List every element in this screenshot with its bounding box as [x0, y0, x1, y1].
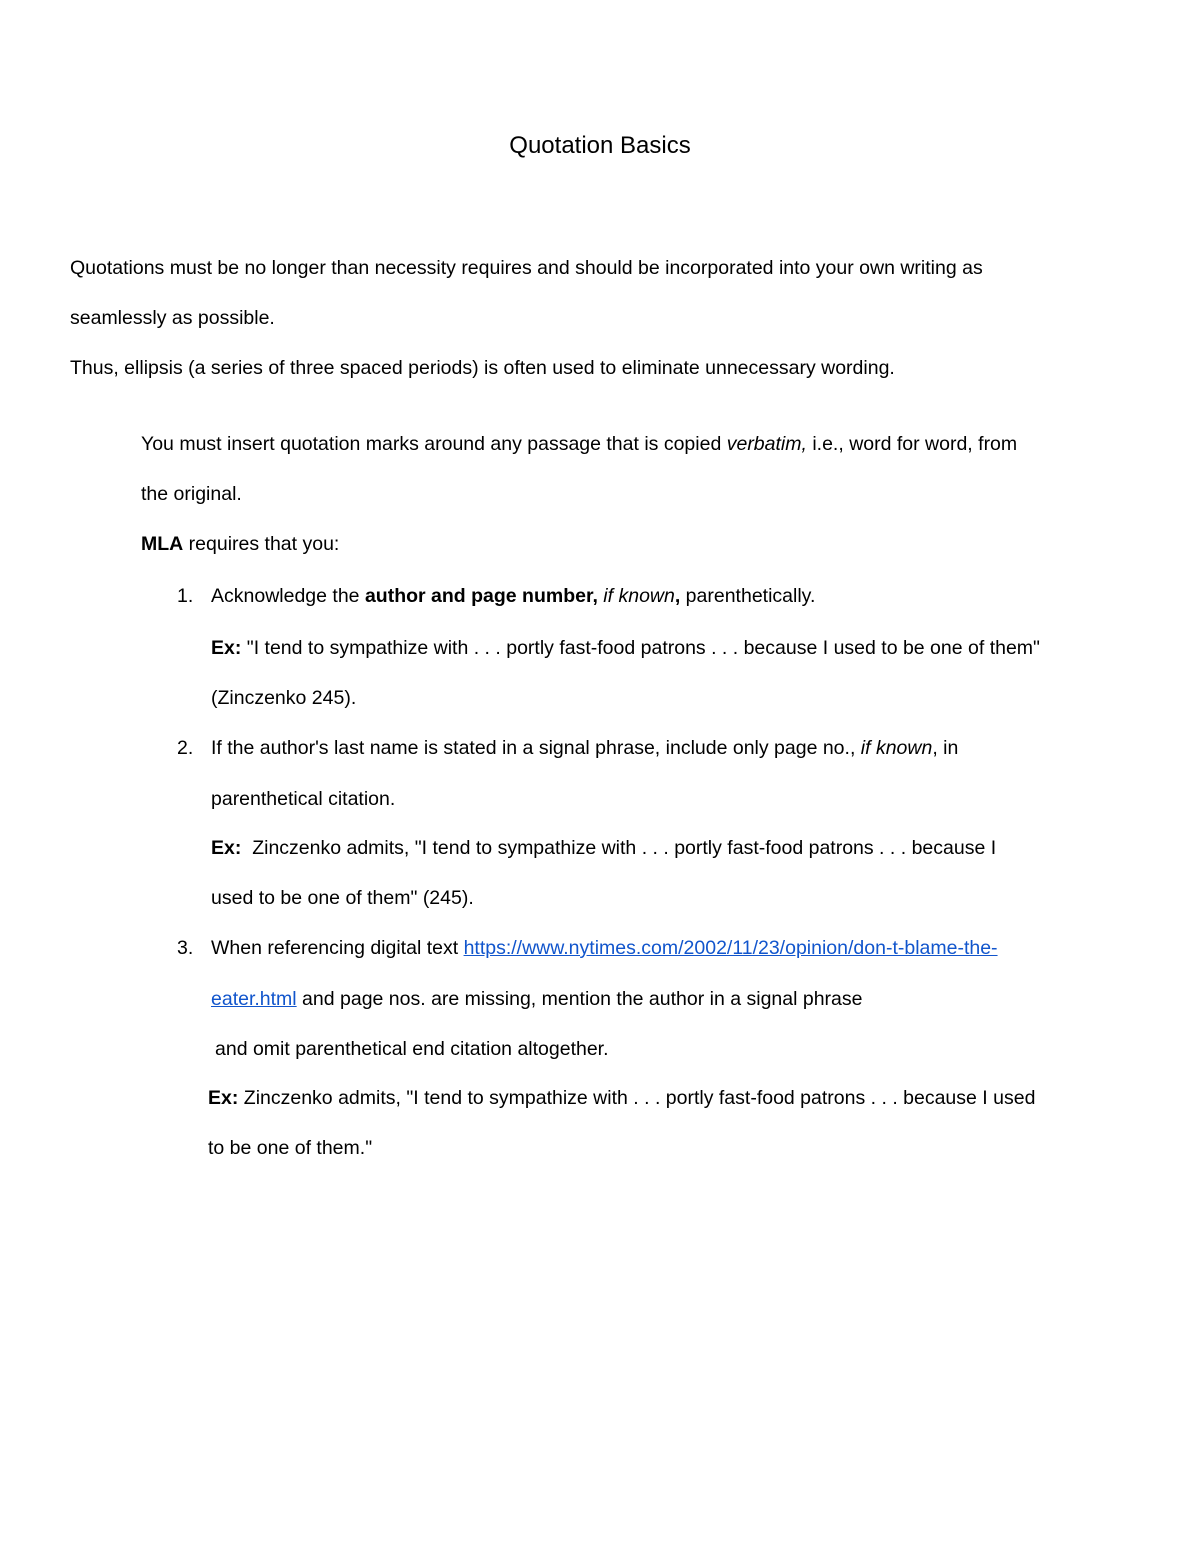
item-2-text-a: If the author's last name is stated in a signal phrase, include only page no., [211, 737, 861, 759]
verbatim-text-a: You must insert quotation marks around any passage that is copied [141, 433, 727, 455]
item-1-text-a: Acknowledge the [211, 585, 365, 607]
list-number-3: 3. [177, 937, 194, 959]
page-title: Quotation Basics [509, 132, 691, 159]
item-1-bold-comma: , [674, 585, 681, 607]
item-1-ex-text: "I tend to sympathize with . . . portly fast-food patrons . . . because I used to be one of them" [241, 637, 1040, 659]
item-1-ex-label: Ex: [211, 637, 242, 659]
item-3-line-2 [211, 990, 863, 1010]
item-3-ex-text: Zinczenko admits, "I tend to sympathize with . . . portly fast-food patrons . . . because I used [238, 1087, 1036, 1109]
list-number-2: 2. [177, 737, 194, 759]
item-2-text-b: , in [932, 737, 959, 759]
verbatim-line-1 [141, 435, 1017, 455]
item-3-ex-label: Ex: [208, 1087, 239, 1109]
mla-bold: MLA [141, 533, 184, 555]
intro-line-3: Thus, ellipsis (a series of three spaced periods) is often used to eliminate unnecessary wording. [70, 357, 895, 379]
item-1-example-line-2: (Zinczenko 245). [211, 687, 357, 709]
intro-line-1: Quotations must be no longer than necessity requires and should be incorporated into your own writing as [70, 257, 983, 279]
item-3-text-a: When referencing digital text [211, 937, 464, 959]
mla-rest: requires that you: [183, 533, 340, 555]
verbatim-text-b: i.e., word for word, from [806, 433, 1018, 455]
intro-line-2: seamlessly as possible. [70, 307, 275, 329]
item-1-italic: if known [597, 585, 675, 607]
verbatim-line-2: the original. [141, 483, 242, 505]
nytimes-link-part-2[interactable]: eater.html [211, 988, 297, 1010]
item-2-ex-text: Zinczenko admits, "I tend to sympathize with . . . portly fast-food patrons . . . because I [241, 837, 997, 859]
mla-heading [141, 535, 339, 555]
item-1-bold: author and page number, [364, 585, 598, 607]
item-3-example-line-1 [208, 1089, 1035, 1109]
item-3-line-1 [211, 939, 998, 959]
item-2-italic: if known [860, 737, 933, 759]
item-2-ex-label: Ex: [211, 837, 242, 859]
nytimes-link-part-1[interactable]: https://www.nytimes.com/2002/11/23/opinion/don-t-blame-the- [463, 937, 998, 959]
verbatim-italic: verbatim, [726, 433, 807, 455]
item-2-line-1 [211, 739, 958, 759]
item-2-line-2: parenthetical citation. [211, 788, 396, 810]
item-3-example-line-2: to be one of them." [208, 1137, 373, 1159]
item-2-example-line-2: used to be one of them" (245). [211, 887, 474, 909]
item-2-example-line-1 [211, 839, 996, 859]
item-3-text-b: and page nos. are missing, mention the author in a signal phrase [296, 988, 863, 1010]
item-1-text-b: parenthetically. [680, 585, 816, 607]
list-number-1: 1. [177, 585, 194, 607]
item-1-line-1 [211, 587, 815, 607]
item-3-line-3: and omit parenthetical end citation altogether. [215, 1038, 609, 1060]
item-1-example-line-1 [211, 639, 1040, 659]
